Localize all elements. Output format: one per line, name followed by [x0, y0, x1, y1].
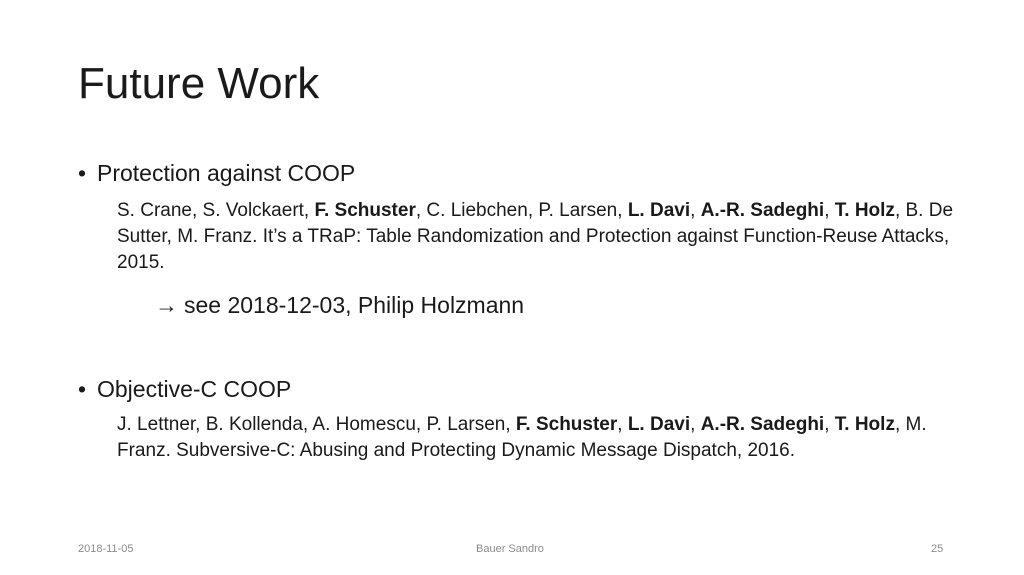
reference-text: ,	[824, 414, 835, 435]
reference-subversive-c	[117, 412, 977, 464]
reference-trap	[117, 198, 977, 276]
reference-author-bold: T. Holz	[834, 200, 895, 221]
reference-text: J. Lettner, B. Kollenda, A. Homescu, P. Larsen,	[117, 414, 516, 435]
reference-text: , B. De Sutter, M. Franz. It’s a TRaP: Table Randomization and Protection against Function-Reuse Attacks, 2015.	[117, 200, 954, 273]
slide-title: Future Work	[78, 59, 320, 108]
bullet-dot-icon: •	[78, 160, 87, 186]
bullet-heading: Protection against COOP	[97, 160, 356, 186]
footer-page-number: 25	[931, 543, 944, 555]
reference-author-bold: F. Schuster	[314, 200, 416, 221]
reference-text: S. Crane, S. Volckaert,	[117, 200, 315, 221]
reference-author-bold: F. Schuster	[515, 414, 618, 435]
footer-date: 2018-11-05	[78, 543, 134, 555]
reference-text: , C. Liebchen, P. Larsen,	[415, 200, 628, 221]
reference-author-bold: L. Davi	[627, 200, 691, 221]
reference-author-bold: T. Holz	[834, 414, 895, 435]
reference-text: ,	[824, 200, 835, 221]
reference-author-bold: A.-R. Sadeghi	[700, 200, 825, 221]
bullet-heading: Objective-C COOP	[97, 376, 292, 402]
see-also-note	[155, 290, 524, 320]
reference-text: ,	[690, 414, 701, 435]
reference-text: ,	[690, 200, 701, 221]
reference-author-bold: L. Davi	[627, 414, 691, 435]
bullet-objective-c-coop	[78, 374, 291, 404]
arrow-right-icon: →	[155, 292, 178, 318]
footer-author: Bauer Sandro	[476, 543, 544, 555]
see-also-text: see 2018-12-03, Philip Holzmann	[184, 292, 525, 318]
bullet-dot-icon: •	[78, 376, 87, 402]
bullet-protection-against-coop	[78, 158, 355, 188]
reference-text: ,	[617, 414, 628, 435]
reference-text: , M. Franz. Subversive-C: Abusing and Protecting Dynamic Message Dispatch, 2016.	[117, 414, 927, 461]
reference-author-bold: A.-R. Sadeghi	[700, 414, 825, 435]
